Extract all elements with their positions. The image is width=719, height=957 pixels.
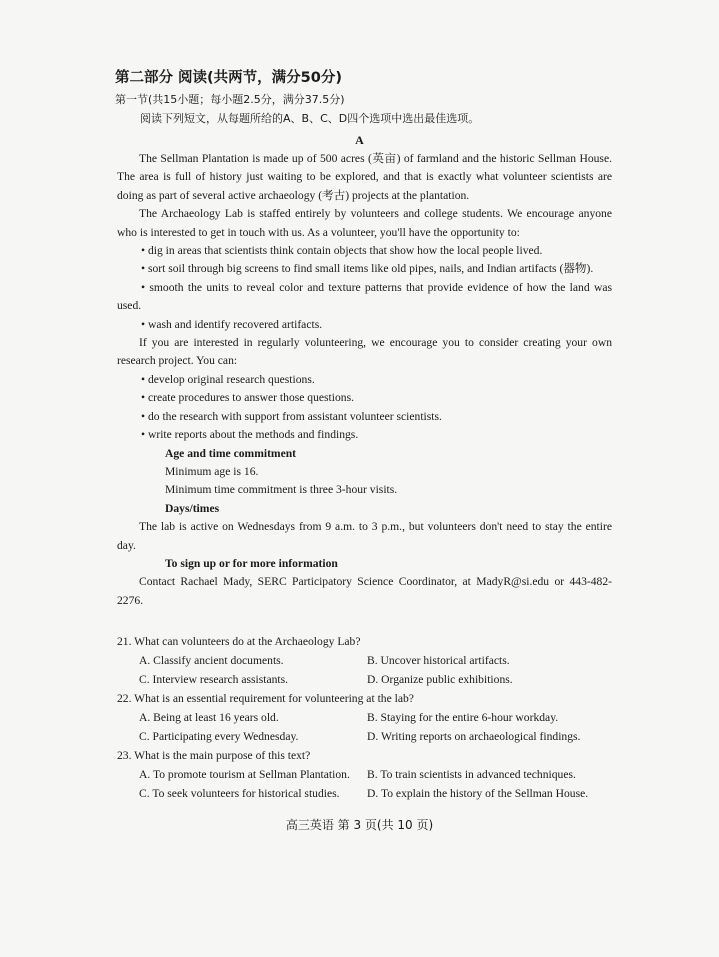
option-b: B. Staying for the entire 6-hour workday. — [367, 711, 559, 724]
question-21 — [117, 632, 612, 689]
option-a: A. To promote tourism at Sellman Plantation. — [139, 768, 350, 781]
bullet-item: • dig in areas that scientists think contain objects that show how the local people lived. — [141, 244, 543, 258]
option-a: A. Classify ancient documents. — [139, 654, 284, 667]
bullet-item: • create procedures to answer those questions. — [141, 391, 354, 405]
option-c: C. Interview research assistants. — [139, 673, 289, 686]
option-a: A. Being at least 16 years old. — [139, 711, 279, 724]
instruction-line: 阅读下列短文，从每题所给的A、B、C、D四个选项中选出最佳选项。 — [140, 112, 480, 125]
question-stem: 22. What is an essential requirement for volunteering at the lab? — [117, 692, 414, 705]
bullet-item: • sort soil through big screens to find small items like old pipes, nails, and Indian artifacts (器物). — [141, 262, 594, 276]
paragraph-3: If you are interested in regularly volunteering, we encourage you to consider creating your own research project. You can: — [117, 336, 612, 368]
section-line: 第一节(共15小题；每小题2.5分，满分37.5分) — [115, 93, 345, 106]
paragraph-1: The Sellman Plantation is made up of 500 acres (英亩) of farmland and the historic Sellman House. The area is full of history just waiting to be explored, and that is exactly what volunteer scientists are doing as part of several active archaeology (考古) projects at the plantation. — [117, 152, 612, 202]
question-list — [117, 632, 612, 803]
bullet-item: • wash and identify recovered artifacts. — [141, 317, 323, 331]
age-heading: Age and time commitment — [165, 446, 297, 460]
passage-letter: A — [355, 133, 364, 147]
option-d: D. Writing reports on archaeological findings. — [367, 730, 581, 743]
option-c: C. Participating every Wednesday. — [139, 730, 299, 743]
signup-heading: To sign up or for more information — [165, 556, 338, 570]
option-b: B. Uncover historical artifacts. — [367, 654, 510, 667]
question-23 — [117, 746, 612, 803]
passage-body — [117, 150, 612, 610]
bullet-item: • smooth the units to reveal color and texture patterns that provide evidence of how the land was used. — [117, 280, 612, 313]
signup-text: Contact Rachael Mady, SERC Participatory Science Coordinator, at MadyR@si.edu or 443-482-2276. — [117, 575, 612, 607]
days-heading: Days/times — [165, 501, 220, 515]
option-c: C. To seek volunteers for historical studies. — [139, 787, 340, 800]
option-d: D. To explain the history of the Sellman House. — [367, 787, 589, 800]
page-footer: 高三英语 第 3 页(共 10 页) — [285, 818, 434, 832]
age-line-1: Minimum age is 16. — [165, 464, 259, 478]
bullet-item: • develop original research questions. — [141, 372, 315, 386]
days-text: The lab is active on Wednesdays from 9 a.m. to 3 p.m., but volunteers don't need to stay the entire day. — [117, 520, 612, 552]
question-22 — [117, 689, 612, 746]
option-b: B. To train scientists in advanced techniques. — [367, 768, 576, 781]
bullet-item: • do the research with support from assistant volunteer scientists. — [141, 409, 442, 423]
question-stem: 23. What is the main purpose of this text? — [117, 749, 311, 762]
paragraph-2: The Archaeology Lab is staffed entirely by volunteers and college students. We encourage anyone who is interested to get in touch with us. As a volunteer, you'll have the opportunity to: — [117, 207, 612, 239]
part-title: 第二部分 阅读(共两节，满分50分) — [115, 70, 342, 86]
age-line-2: Minimum time commitment is three 3-hour visits. — [165, 483, 398, 497]
option-d: D. Organize public exhibitions. — [367, 673, 513, 686]
bullet-item: • write reports about the methods and findings. — [141, 428, 359, 442]
question-stem: 21. What can volunteers do at the Archaeology Lab? — [117, 635, 361, 648]
